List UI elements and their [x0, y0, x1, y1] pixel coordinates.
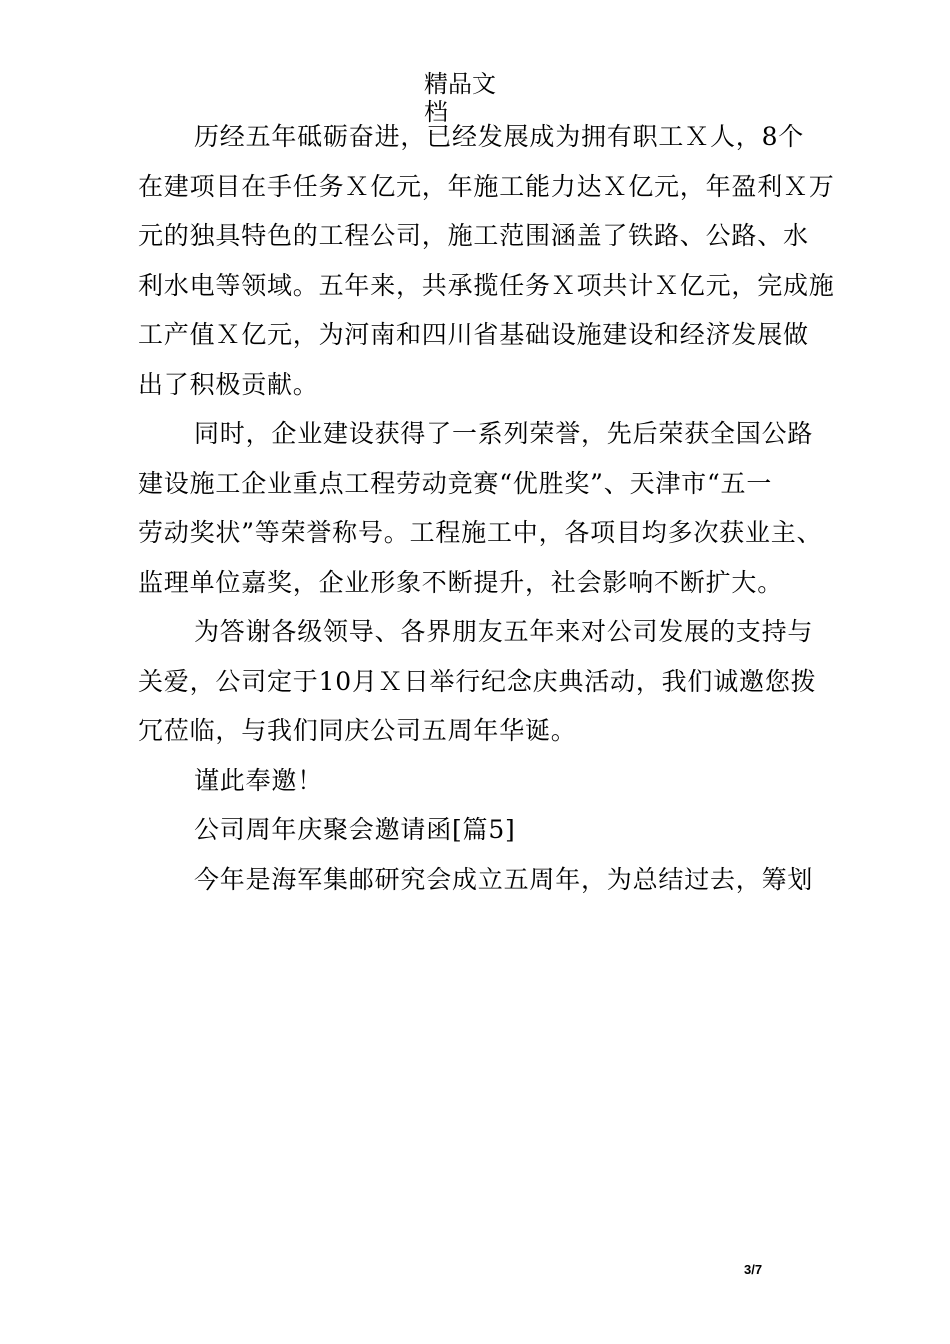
text-line: 工产值Ｘ亿元，为河南和四川省基础设施建设和经济发展做: [138, 320, 809, 349]
header-line-1: 精品文: [424, 70, 496, 98]
page-number: 3/7: [744, 1262, 763, 1277]
text-line: 冗莅临，与我们同庆公司五周年华诞。: [138, 716, 577, 745]
text-line: 利水电等领域。五年来，共承揽任务Ｘ项共计Ｘ亿元，完成施: [138, 270, 835, 300]
text-line: 建设施工企业重点工程劳动竞赛“优胜奖”、天津市“五一: [138, 468, 773, 498]
text-line: 历经五年砥砺奋进，已经发展成为拥有职工Ｘ人，8个: [194, 122, 805, 151]
text-line: 今年是海军集邮研究会成立五周年，为总结过去，筹划: [194, 864, 814, 894]
document-body: [138, 112, 838, 904]
section-heading: 公司周年庆聚会邀请函[篇5]: [194, 815, 516, 844]
text-line: 劳动奖状”等荣誉称号。工程施工中，各项目均多次获业主、: [138, 518, 823, 547]
text-line: 谨此奉邀！: [194, 765, 324, 795]
text-line: 同时，企业建设获得了一系列荣誉，先后荣获全国公路: [194, 419, 814, 448]
text-line: 为答谢各级领导、各界朋友五年来对公司发展的支持与: [194, 617, 814, 646]
text-line: 监理单位嘉奖，企业形象不断提升，社会影响不断扩大。: [138, 567, 784, 597]
header-line-2: 档: [424, 98, 448, 126]
text-line: 出了积极贡献。: [138, 369, 319, 399]
text-line: 关爱，公司定于10月Ｘ日举行纪念庆典活动，我们诚邀您拨: [138, 666, 817, 696]
text-line: 元的独具特色的工程公司，施工范围涵盖了铁路、公路、水: [138, 221, 809, 250]
text-line: 在建项目在手任务Ｘ亿元，年施工能力达Ｘ亿元，年盈利Ｘ万: [138, 171, 835, 201]
